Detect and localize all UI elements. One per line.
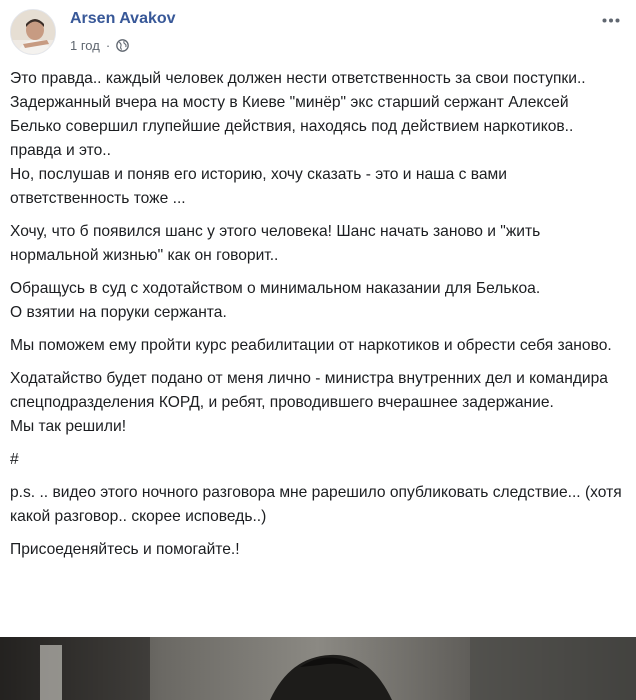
globe-icon[interactable] (116, 39, 129, 52)
post-paragraph: Мы поможем ему пройти курс реабилитации от наркотиков и обрести себя заново. (10, 337, 612, 354)
more-options-icon[interactable] (600, 12, 622, 28)
post-timestamp[interactable]: 1 год (70, 38, 100, 53)
post-paragraph: Присоеденяйтесь и помогайте.! (10, 541, 240, 558)
author-avatar[interactable] (10, 9, 56, 55)
meta-separator: · (105, 38, 111, 53)
post-paragraph: Ходатайство будет подано от меня лично - министра внутренних дел и командира спецподразделения КОРД, и ребят, проводившего вчерашнее задержание. Мы так решили! (10, 370, 608, 435)
video-frame-image-icon (0, 637, 636, 700)
author-name-link[interactable]: Arsen Avakov (70, 10, 176, 27)
avatar-image-icon (11, 10, 56, 55)
post-paragraph: p.s. .. видео этого ночного разговора мне рарешило опубликовать следствие... (хотя какой разговор.. скорее исповедь..) (10, 484, 622, 525)
post-hashtag: # (10, 451, 19, 468)
post-meta (70, 38, 129, 53)
post-header (10, 6, 626, 58)
post-paragraph: Хочу, что б появился шанс у этого человека! Шанс начать заново и "жить нормальной жизнью" как он говорит.. (10, 223, 541, 264)
post-paragraph: Это правда.. каждый человек должен нести ответственность за свои поступки.. Задержанный вчера на мосту в Киеве "минёр" экс старший сержант Алексей Белько совершил глупейшие действия, находясь под действием наркотиков.. правда и это.. Но, послушав и поняв его историю, хочу сказать - это и наша с вами ответственность тоже ... (10, 70, 586, 207)
post-video-thumbnail[interactable] (0, 637, 636, 700)
post-body (10, 67, 622, 571)
post-paragraph: Обращусь в суд с ходотайством о минимальном наказании для Белькоа. О взятии на поруки сержанта. (10, 280, 541, 321)
